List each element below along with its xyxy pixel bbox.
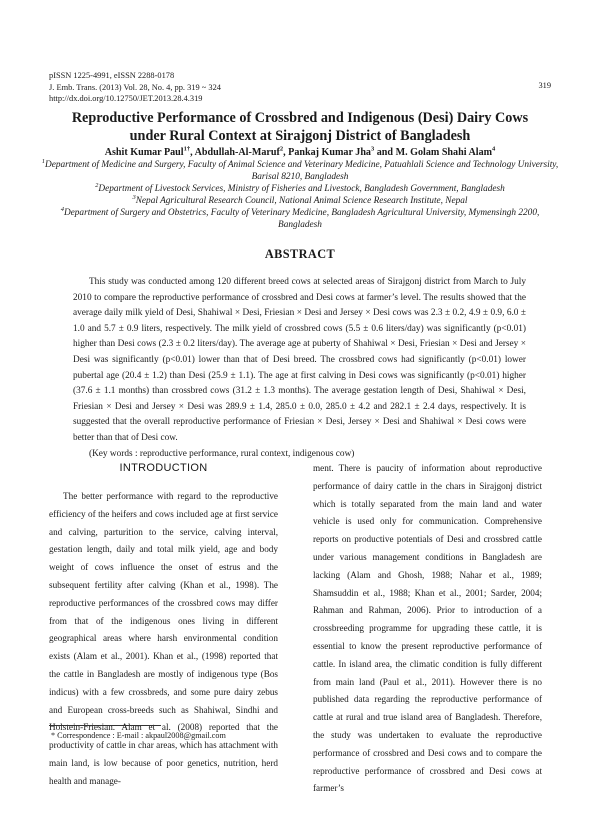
affiliation-list [40, 157, 560, 231]
title-line-2: under Rural Context at Sirajgonj District of Bangladesh [129, 128, 471, 144]
correspondence-footnote: * Correspondence : E-mail : akpaul2008@gmail.com [51, 731, 226, 740]
keywords: (Key words : reproductive performance, rural context, indigenous cow) [89, 448, 355, 459]
author-name: M. Golam Shahi Alam [395, 147, 493, 158]
affiliation-text: Nepal Agricultural Research Council, National Animal Science Research Institute, Nepal [135, 195, 468, 206]
abstract-heading: ABSTRACT [264, 247, 336, 261]
affiliation-text: Department of Livestock Services, Ministry of Fisheries and Livestock, Bangladesh Government, Bangladesh [98, 183, 505, 194]
affiliation-item [40, 193, 560, 208]
author-affil-mark: 2 [279, 145, 284, 153]
affiliation-item [40, 157, 560, 184]
left-column [49, 488, 278, 791]
paper-title [40, 109, 560, 145]
author-separator: , [283, 147, 289, 158]
page-number: 319 [538, 81, 551, 90]
issn-line: pISSN 1225-4991, eISSN 2288-0178 [49, 71, 175, 80]
doi-link[interactable]: http://dx.doi.org/10.12750/JET.2013.28.4.319 [49, 94, 203, 104]
affiliation-number: 3 [132, 193, 136, 201]
author-affil-mark: 1† [183, 145, 191, 153]
introduction-heading: INTRODUCTION [119, 462, 208, 474]
intro-paragraph-right: ment. There is paucity of information about reproductive performance of dairy cattle in the chars in Sirajgonj district which is totally separated from the main land and water vehicle is used only for communication. Comprehensive reports on productive potentials of Desi and crossbred cattle under various management conditions in Bangladesh are lacking (Alam and Ghosh, 1988; Nahar et al., 1989; Shamsuddin et al., 1988; Khan et al., 2001; Sarder, 2004; Rahman and Rahman, 2006). Prior to introduction of a crossbreeding programme for upgrading these cattle, it is essential to know the present reproductive performance of cattle. In island area, the climatic condition is fully different from main land (Paul et al., 2011). However there is no published data regarding the reproductive performance of cattle at rural and true island area of Bangladesh. Therefore, the study was undertaken to evaluate the reproductive performance of crossbred and Desi cows and to compare the reproductive performance of crossbred and Desi cows at farmer’s [313, 463, 542, 794]
affiliation-number: 1 [41, 157, 46, 165]
intro-paragraph-left: The better performance with regard to the reproductive efficiency of the heifers and cows included age at first service and calving, parturition to the service, calving interval, gestation length, daily and total milk yield, age and body weight of cows influence the onset of estrus and the subsequent fertility after calving (Khan et al., 1998). The reproductive performances of the crossbred cows may differ from that of the indigenous ones living in different geographical areas where harsh environmental condition exists (Alam et al., 2001). Khan et al., (1998) reported that the cattle in Bangladesh are mostly of indigenous type (Bos indicus) with a few crossbreds, and some pure dairy zebus and European cross-breeds such as Shahiwal, Sindhi and Holstein-Friesian. Alam et al. (2008) reported that the productivity of cattle in char areas, which has attachment with main land, is low because of poor genetics, nutrition, herd health and manage- [49, 491, 278, 786]
affiliation-text: Department of Medicine and Surgery, Faculty of Animal Science and Veterinary Medicine, Patuahlali Science and Technology University, Barisal 8210, Bangladesh [45, 160, 559, 182]
affiliation-text: Department of Surgery and Obstetrics, Faculty of Veterinary Medicine, Bangladesh Agricultural University, Mymensingh 2200, Bangladesh [63, 207, 540, 230]
affiliation-item [40, 181, 560, 196]
author-affil-mark: 3 [370, 145, 375, 153]
journal-citation-line: J. Emb. Trans. (2013) Vol. 28, No. 4, pp. 319 ~ 324 [49, 82, 221, 92]
abstract-body: This study was conducted among 120 different breed cows at selected areas of Sirajgonj district from March to July 2010 to compare the reproductive performance of crossbred and Desi cows at farmer’s level. The results showed that the average daily milk yield of Desi, Shahiwal × Desi, Friesian × Desi and Jersey × Desi cows was 2.3 ± 0.2, 4.9 ± 0.9, 6.0 ± 1.0 and 5.7 ± 0.9 liters, respectively. The milk yield of crossbred cows (5.5 ± 0.6 liters/day) was significantly (p<0.01) higher than Desi cows (2.3 ± 0.2 liters/day). The average age at puberty of Shahiwal × Desi, Friesian × Desi and Jersey × Desi was significantly (p<0.01) lower than that of Desi breed. The crossbred cows had significantly (p<0.01) lower pubertal age (20.4 ± 1.2) than Desi (25.9 ± 1.1). The age at first calving in Desi cows was significantly (p<0.01) higher (37.6 ± 1.1 months) than crossbred cows (31.2 ± 1.3 months). The average gestation length of Desi, Shahiwal × Desi, Friesian × Desi and Jersey × Desi was 289.9 ± 1.4, 285.0 ± 0.0, 285.0 ± 4.2 and 282.1 ± 2.4 days, respectively. It is suggested that the overall reproductive performance of Friesian × Desi, Jersey × Desi and Shahiwal × Desi cows were better than that of Desi cow. [73, 277, 526, 443]
affiliation-item [40, 205, 560, 232]
journal-header [49, 70, 221, 105]
author-name: Ashit Kumar Paul [104, 147, 184, 158]
right-column [313, 460, 542, 798]
footnote-divider [49, 725, 161, 726]
author-name: Pankaj Kumar Jha [288, 147, 371, 158]
affiliation-number: 4 [60, 205, 64, 213]
author-separator: , [190, 147, 195, 158]
author-separator: and [374, 147, 396, 158]
author-list [30, 147, 570, 158]
author-name: Abdullah-Al-Maruf [194, 147, 280, 158]
affiliation-number: 2 [95, 181, 99, 189]
author-affil-mark: 4 [492, 145, 496, 153]
abstract-block [73, 275, 526, 462]
title-line-1: Reproductive Performance of Crossbred and Indigenous (Desi) Dairy Cows [71, 110, 529, 126]
